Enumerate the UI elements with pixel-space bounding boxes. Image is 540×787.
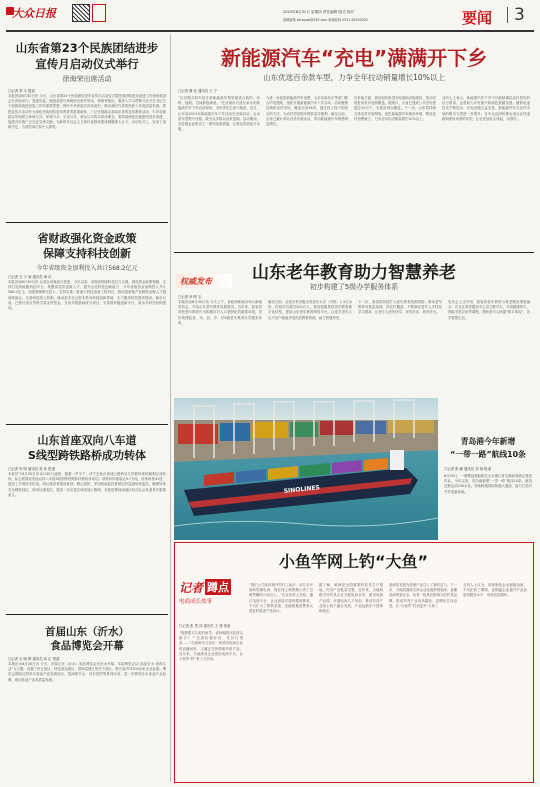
story5-subtitle: 山东优选百余款车型，力争全年拉动销量增长10%以上 [263, 73, 445, 82]
story7-byline: □记者 张 思 泽 通讯员 王 建 报道 [179, 624, 231, 628]
masthead-date: 2023年8月31日 星期四 责任编辑 版式 校对 [283, 10, 354, 14]
story5-col3: 在补能方面，我省加快推进充电基础设施建设，推动充电桩向县乡延伸覆盖。据统计，全省已建成公共充电桩超过10万个，实现县域全覆盖。下一步，山东将持续完善农村充电网络，优化新能源汽车使用环境，释放农村消费潜力，力争全年拉动销量增长10%以上。 [354, 96, 436, 121]
divider-1 [6, 222, 168, 223]
authority-release-logo [176, 274, 232, 288]
story7-col5: 业内人士认为，传统制造企业拥抱电商，不仅拓宽了销路，更倒逼企业提升产品品质和服务水平，形成良性循环。 [463, 583, 527, 598]
story5-col4: 业内人士表示，新能源汽车下乡不仅能够满足农村居民的出行需求，还将助力乡村振兴和绿色低碳发展。随着电池技术不断进步、充电设施日益完善，新能源汽车在农村市场的吸引力将进一步提升。各车企也纷纷推出适合农村道路和使用场景的车型，让农民朋友买得起、用得好。 [442, 96, 530, 121]
story-bridge [6, 426, 168, 612]
section-label: 要闻 [462, 9, 493, 27]
divider-right-1 [174, 252, 534, 253]
story5-col2: 为进一步促进新能源汽车消费，山东省商务厅等部门联合印发通知，组织开展新能源汽车下乡活动。活动聚焦县域和农村市场，覆盖全省16市，通过线上线下相结合的方式，为农村居民购车提供更多便利。截至目前，全省已累计举办各类车展活动，带动新能源汽车销售明显增长。 [266, 96, 348, 127]
story6-col4: 发布会上还介绍，我省将老年教育与养老服务深度融合，在社区养老服务中心设立教学点，开设健康养生、智能手机应用等课程，帮助老年人跨越“数字鸿沟”，乐享智慧生活。 [448, 300, 530, 320]
divider-2 [6, 424, 168, 425]
story7-title: 小鱼竿网上钓“大鱼” [278, 552, 429, 571]
story2-byline: □记者 石 少 庭 通讯员 徐 庆 [8, 275, 52, 279]
story6-byline: □记者 李 明 玉 [178, 295, 202, 299]
story-finance-science [6, 224, 168, 422]
left-column-rule [170, 34, 171, 782]
photo-caption-text: 8月30日，一艘集装箱船舶在山东港口青岛港前湾港区靠泊作业。今年以来，青岛港新增“一带一路”航线10条，航线总数达到230余条，持续畅通国际物流大通道，助力打造对外开放新高地。 [444, 474, 532, 494]
masthead-rule [6, 30, 534, 32]
story-food-expo [6, 616, 168, 784]
story2-subtitle: 今年省级资金加利投入共计568.2亿元 [36, 265, 138, 272]
story6-col1: 本报济南8月30日讯 今天上午，省政府新闻办举行新闻发布会，介绍山东老年教育发展情况。近年来，我省坚持把老年教育作为积极应对人口老龄化的重要举措，初步构建起省、市、县、乡、村5级老年教育办学服务体系。 [178, 300, 262, 325]
section-divider [507, 7, 508, 23]
masthead-qr [72, 4, 90, 22]
story7-col3: 据了解，威海是全国重要的钓具生产基地，钓具产业链条完整。近年来，当地积极引导钓具企业开展电商业务，建设电商产业园，开展电商人才培训，推动钓具产业线上线下融合发展，产品远销多个国家和地区。 [319, 583, 383, 614]
story3-body: 本报济宁8月30日讯 8月30日凌晨，随着一声令下，济宁至鱼台高速公路跨京九铁路转体桥顺利完成转体，标志着我省首座双向八车道S线型跨铁路转体桥转体成功。该桥转体重量达3.7万吨，转体角度41度，创造了多项技术纪录。项目建设者提前谋划，精心组织，采用智能监控系统实时监测转体姿态，确保转体安全精准到位。该项目建成后，将进一步完善区域高速公路网，对促进鲁西南地区经济社会发展具有重要意义。 [8, 472, 166, 497]
story5-title: 新能源汽车“充电”满满开下乡 [220, 46, 488, 70]
masthead-qr2 [92, 4, 106, 22]
badge-sub: 电商成长故事 [179, 599, 213, 605]
story-fishing-rod [174, 542, 534, 783]
photo-caption-title2: “一带一路”航线10条 [450, 450, 526, 459]
story1-title-line1: 山东省第23个民族团结进步 [15, 41, 159, 55]
story6-col2: 截至目前，全省共有各级各类老年大学（学校）1.3万余所，在校学员超过200万人。我省积极推进老年教育数字化转型，建设山东老年教育网络平台，让更多老年人足不出户就能享受优质教育资源，助力智慧养老。 [268, 300, 352, 320]
masthead-email: 投稿邮箱 dzrbywb@163.com 新闻热线 0531-85193000 [283, 18, 368, 22]
photo-caption-box [442, 398, 534, 540]
story-nev-countryside [174, 34, 534, 254]
photo-byline: □记者 张 鹏 通讯员 刘 林 报道 [444, 467, 491, 471]
story6-subtitle: 初步构建了5级办学服务体系 [309, 283, 399, 291]
masthead [0, 0, 540, 30]
divider-3 [6, 614, 168, 615]
port-photo [174, 398, 438, 540]
story7-col4: 电商的发展为传统产业注入了新的活力。下一步，当地将继续支持企业拓展跨境电商、直播电商等新业态，培育一批具有影响力的钓具品牌，推动钓具产业向高端化、品牌化方向迈进，让“小鱼竿”钓到更多“大鱼”。 [389, 583, 457, 608]
story2-title: 省财政强化资金政策 [37, 232, 137, 245]
story-elder-education [174, 254, 534, 396]
story2-body: 本报济南8月30日讯 记者从省财政厅获悉，今年以来，省财政围绕科技自立自强，强化资金政策保障，支持打造高能级科创平台、集聚高层次创新人才、提升企业科技创新能力，今年省级资金加利投入共计568.2亿元。加强基础研究投入，支持实施一批重大科技创新工程项目，推动创新链产业链资金链人才链深度融合。完善科技投入机制，撬动更多社会资本投向科技创新领域，全力服务科技强省建设。截至目前，已拨付省自然科学基金等资金，支持开展基础研究项目，支持国家级创新平台、高水平研究机构建设。 [8, 280, 166, 311]
logo-text: 大众日报 [12, 7, 56, 20]
badge-line1: 记者 [179, 581, 204, 595]
story5-col1: “这次购买的车是多款新能源车型里最适合我的，价格、续航、空间都很满意。”在济南市长清区举办的新能源汽车下乡活动现场，市民李先生高兴地说。近日，山东省2023年新能源汽车下乡活动在济南启动，百余款车型集中亮相，吸引众多群众前来选购。活动期间，各参展企业推出了一系列优惠措施，让群众得到更多实惠。 [178, 96, 260, 132]
story6-title: 山东老年教育助力智慧养老 [252, 263, 456, 283]
reporter-badge [179, 579, 235, 617]
story7-col2: “我们公司从传统外贸代工起步，前几年开始转型做电商，现在线上销售额占到了总销售额的六成以上。”企业负责人介绍，通过电商平台，企业直接对接终端消费者，不仅扩大了销售渠道，还能根据消费者反馈及时改进产品设计。 [249, 583, 313, 614]
story1-byline: □记者 李 丰 报道 [8, 89, 35, 93]
ship-name-label: SINOLINES [283, 484, 321, 495]
story1-subtitle: 徐海荣出席活动 [62, 75, 112, 83]
story3-title2: S线型跨铁路桥成功转体 [28, 449, 146, 462]
story7-col1: “我想要买几根钓鱼竿，请问哪款比较适合新手？”“这款轻便好用，性价比很高……”在威海市文登区一家渔具电商企业的直播间里，主播正在热情地介绍产品。近年来，当地渔具企业借助电商平台，让小鱼竿“钓”来了大市场。 [179, 631, 243, 662]
story4-body: 本报沂水8月30日讯 今天，首届山东（沂水）食品博览会在沂水开幕。本届博览会以“品质沂水·食尚生活”为主题，设置了综合展区、特色食品展区、预制菜展区等多个展区，吸引省内外300余家企业参展。博览会期间还将举办食品产业发展论坛、招商推介会、项目签约等系列活动，进一步擦亮沂水食品产业品牌，推动食品产业高质量发展。 [8, 662, 166, 682]
story5-byline: □记者 谭 佳 通讯员 王 宁 [178, 89, 218, 93]
story6-col3: 下一步，我省将持续扩大老年教育资源供给，推动老年教育向基层延伸、向农村覆盖，不断满足老年人多样化学习需求，让老年人老有所学、老有所乐、老有所为。 [358, 300, 442, 315]
badge-line2: 蹲点 [207, 581, 229, 594]
story3-byline: □记者 李 明 通讯员 张 伟 报道 [8, 467, 55, 471]
story3-title: 山东首座双向八车道 [37, 434, 137, 447]
story-minority-month [6, 34, 168, 220]
port-photo-image [174, 398, 438, 540]
story4-title: 首届山东（沂水） [45, 626, 129, 638]
photo-caption-title1: 青岛港今年新增 [460, 437, 516, 446]
story1-title-line2: 宣传月启动仪式举行 [35, 57, 139, 71]
story4-title2: 食品博览会开幕 [50, 640, 124, 652]
authority-release-text: 权威发布 [180, 277, 212, 286]
masthead-logo [6, 5, 56, 27]
page-number: 3 [514, 5, 525, 25]
story1-body: 本报济南8月30日讯 今天，山东省第23个民族团结进步宣传月启动仪式暨民族团结进步创建工作现场推进会在济南举行。省委常委、统战部部长徐海荣出席并讲话。徐海荣指出，要深入学习贯彻习近平总书记关于加强和改进民族工作的重要思想，铸牢中华民族共同体意识，推动新时代党的民族工作高质量发展。要把宣传月活动作为深化民族团结进步教育的重要载体，广泛开展群众喜闻乐见的宣传教育活动，引导各族群众牢固树立休戚与共、荣辱与共、生死与共、命运与共的共同体理念。要持续深化民族团结进步创建，促进各民族广泛交往交流交融，为新时代社会主义现代化强省建设凝聚强大合力。启动仪式上，宣读了表彰决定，为获奖单位和个人颁奖。 [8, 94, 166, 130]
story2-title2: 保障支持科技创新 [43, 247, 131, 260]
story4-byline: □记者 石 晓 辉 通讯员 孙 正 报道 [8, 657, 60, 661]
